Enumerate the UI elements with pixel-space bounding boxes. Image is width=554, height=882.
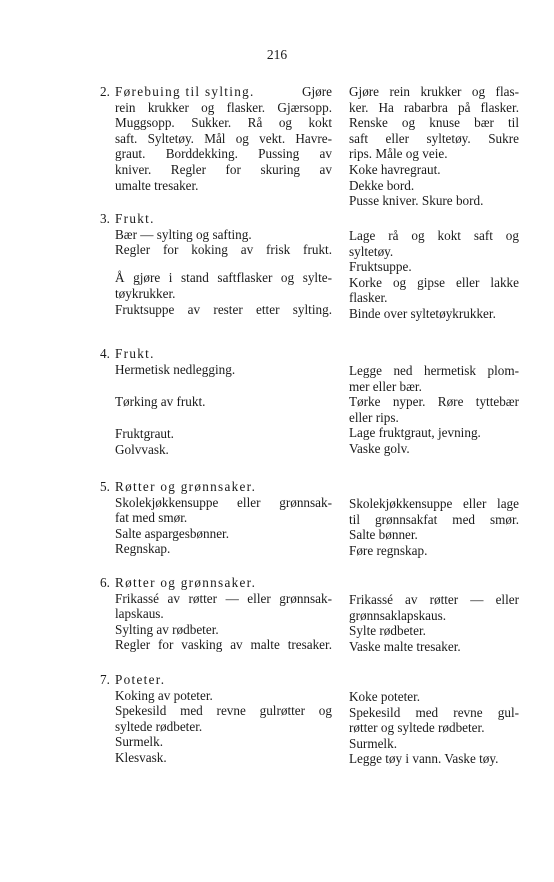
right-line: Lage fruktgraut, jevning. [349,425,481,441]
section-number: 7. [100,672,110,687]
right-line: Legge ned hermetisk plom- [349,363,519,378]
right-line: saft eller syltetøy. Sukre [349,130,519,146]
right-line: flasker. [349,290,388,306]
right-line: grønnsaklapskaus. [349,607,447,623]
section-6-right-column [349,592,519,654]
right-line: Gjøre rein krukker og flas- [349,84,519,99]
section-6-left-column [102,575,332,653]
right-line: Koke poteter. [349,689,421,704]
section-heading: Røtter og grønnsaker. [115,479,257,494]
right-line: Renske og knuse bær til [349,115,519,131]
left-line: Tørking av frukt. [115,393,206,409]
left-line: Regnskap. [115,541,171,557]
right-line: syltetøy. [349,243,394,259]
left-line: syltede rødbeter. [115,718,203,734]
left-line: Surmelk. [115,734,163,750]
right-line: Legge tøy i vann. Vaske tøy. [349,751,499,767]
section-5-right-column [349,496,519,558]
section-2-right-column [349,84,519,209]
left-line: rein krukker og flasker. Gjærsopp. [115,99,332,115]
right-line: Korke og gipse eller lakke [349,274,519,290]
left-line: Bær — sylting og safting. [115,226,252,242]
left-line: Golvvask. [115,441,169,457]
section-heading: Frukt. [115,211,155,226]
left-line: Sylting av rødbeter. [115,621,219,637]
section-number: 6. [100,575,110,590]
section-7-left-column [102,672,332,766]
left-line: Fruktgraut. [115,425,174,441]
left-line: Muggsopp. Sukker. Rå og kokt [115,115,332,131]
section-number: 4. [100,346,110,361]
left-line: Frikassé av røtter — eller grønnsak- [115,590,332,606]
section-number: 2. [100,84,110,99]
page-number: 216 [266,47,288,62]
right-line: ker. Ha rabarbra på flasker. [349,99,519,115]
left-line: Koking av poteter. [115,687,213,703]
section-3-left-column [102,211,332,317]
left-line: Spekesild med revne gulrøtter og [115,703,332,719]
right-line: røtter og syltede rødbeter. [349,720,485,736]
right-line: Fruktsuppe. [349,259,412,275]
right-line: Frikassé av røtter — eller [349,592,519,607]
right-line: Koke havregraut. [349,161,441,177]
right-line: Føre regnskap. [349,542,428,558]
section-number: 5. [100,479,110,494]
section-heading: Poteter. [115,672,166,687]
right-line: mer eller bær. [349,378,422,394]
section-3-right-column [349,228,519,322]
left-line: lapskaus. [115,606,164,622]
right-line: Skolekjøkkensuppe eller lage [349,496,519,511]
left-line: Salte aspargesbønner. [115,525,230,541]
right-line: Vaske malte tresaker. [349,638,461,654]
right-line: Binde over syltetøykrukker. [349,305,496,321]
left-line: Fruktsuppe av rester etter sylting. [115,301,332,317]
section-heading: Førebuing til sylting. [115,84,255,99]
right-line: rips. Måle og veie. [349,146,448,162]
left-line: Å gjøre i stand saftflasker og sylte- [115,270,332,286]
left-line: Hermetisk nedlegging. [115,361,236,377]
right-line: Spekesild med revne gul- [349,704,519,720]
section-number: 3. [100,211,110,226]
left-line: kniver. Regler for skuring av [115,161,332,177]
left-line: Regler for vasking av malte tresaker. [115,637,332,653]
left-line: tøykrukker. [115,285,176,301]
right-line: til grønnsakfat med smør. [349,511,519,527]
right-line: Lage rå og kokt saft og [349,228,519,243]
section-4-right-column [349,363,519,457]
left-line: umalte tresaker. [115,177,199,193]
left-line: graut. Borddekking. Pussing av [115,146,332,162]
right-line: Sylte rødbeter. [349,623,426,639]
right-line: Surmelk. [349,735,397,751]
heading-line-continuation: Gjøre [301,84,332,99]
left-line: saft. Syltetøy. Mål og vekt. Havre- [115,130,332,146]
right-line: Dekke bord. [349,177,415,193]
left-line: Klesvask. [115,749,167,765]
right-line: Pusse kniver. Skure bord. [349,193,484,209]
section-heading: Frukt. [115,346,155,361]
left-line: Skolekjøkkensuppe eller grønnsak- [115,494,332,510]
section-2-left-column [102,84,332,193]
section-heading: Røtter og grønnsaker. [115,575,257,590]
left-line: Regler for koking av frisk frukt. [115,242,332,258]
right-line: eller rips. [349,409,399,425]
right-line: Salte bønner. [349,527,418,543]
section-4-left-column [102,346,332,457]
right-line: Tørke nyper. Røre tyttebær [349,394,519,410]
section-5-left-column [102,479,332,557]
section-7-right-column [349,689,519,767]
left-line: fat med smør. [115,510,188,526]
right-line: Vaske golv. [349,440,410,456]
